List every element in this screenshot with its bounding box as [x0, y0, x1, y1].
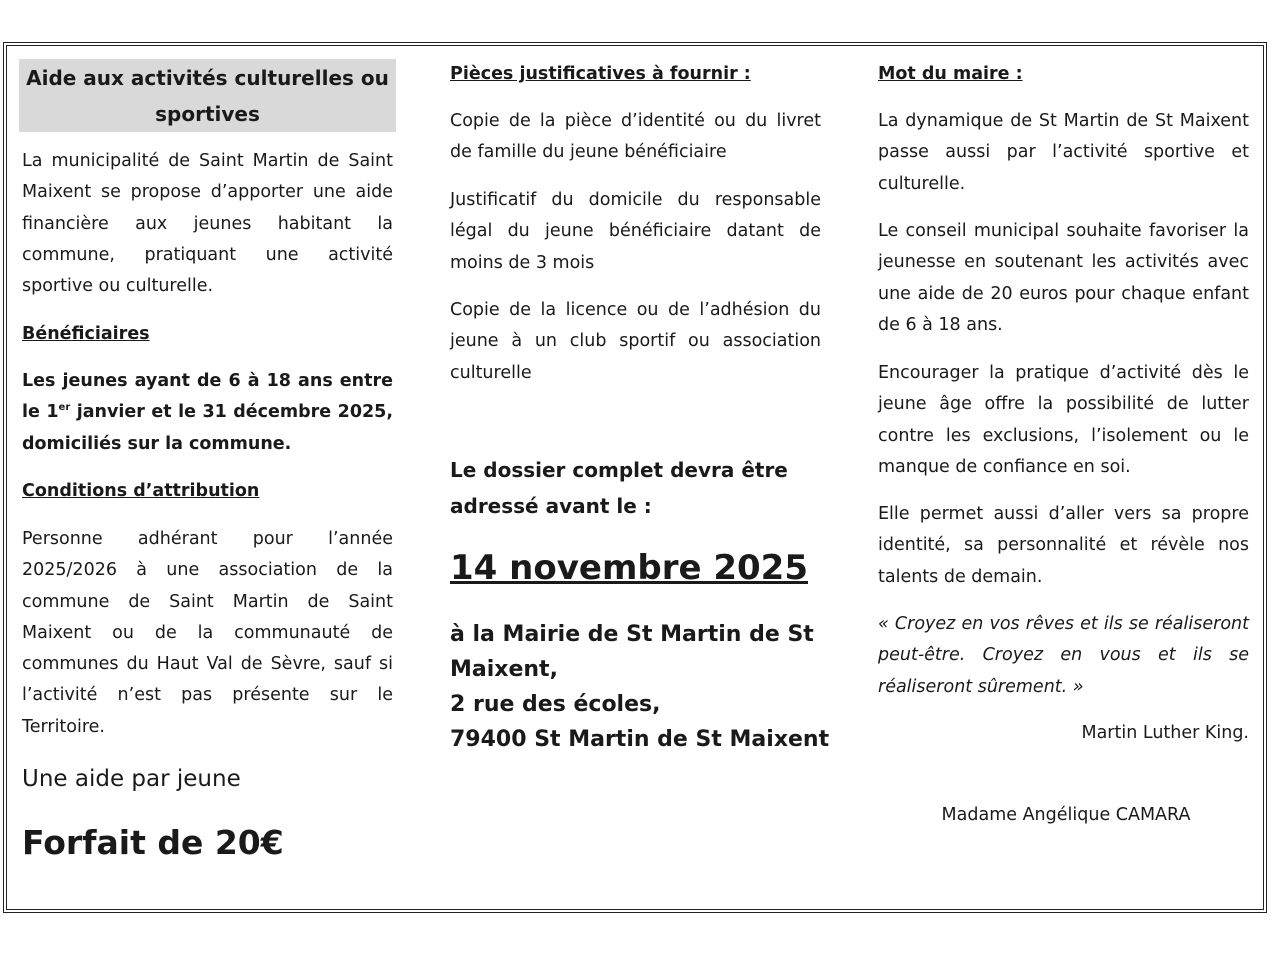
address-line4: 79400 St Martin de St Maixent	[450, 727, 830, 752]
conditions-title: Conditions d’attribution	[22, 481, 260, 501]
maire-paragraph-4: Elle permet aussi d’aller vers sa propre identité, sa personnalité et révèle nos talents de demain.	[878, 504, 1249, 587]
mayor-signature: Madame Angélique CAMARA	[941, 805, 1191, 825]
maire-paragraph-3: Encourager la pratique d’activité dès le jeune âge offre la possibilité de lutter contre les exclusions, l’isolement ou le manque de confiance en soi.	[878, 363, 1249, 477]
address-line2: Maixent,	[450, 657, 558, 682]
piece-identite: Copie de la pièce d’identité ou du livret de famille du jeune bénéficiaire	[450, 111, 821, 163]
dossier-line1: Le dossier complet devra être	[450, 458, 788, 482]
address-line1: à la Mairie de St Martin de St	[450, 622, 814, 647]
piece-licence: Copie de la licence ou de l’adhésion du jeune à un club sportif ou association culturelle	[450, 300, 821, 383]
pieces-title: Pièces justificatives à fournir :	[450, 64, 751, 84]
deadline-date: 14 novembre 2025	[450, 548, 808, 588]
mot-du-maire-title: Mot du maire :	[878, 64, 1023, 84]
address-line3: 2 rue des écoles,	[450, 692, 661, 717]
beneficiaires-title: Bénéficiaires	[22, 324, 150, 344]
section-heading-aide: Aide aux activités culturelles ou sportives	[19, 59, 396, 132]
maire-paragraph-2: Le conseil municipal souhaite favoriser la jeunesse en soutenant les activités avec une aide de 20 euros pour chaque enfant de 6 à 18 ans.	[878, 221, 1249, 335]
quote: « Croyez en vos rêves et ils se réaliseront peut-être. Croyez en vous et ils se réaliseront sûrement. »	[878, 614, 1249, 697]
quote-author: Martin Luther King.	[1081, 723, 1249, 743]
dossier-line2: adressé avant le :	[450, 494, 652, 518]
beneficiaires-paragraph	[22, 366, 393, 460]
maire-paragraph-1: La dynamique de St Martin de St Maixent passe aussi par l’activité sportive et culturelle.	[878, 111, 1249, 194]
beneficiaires-sup: er	[58, 402, 71, 414]
forfait-amount: Forfait de 20€	[22, 823, 284, 862]
piece-domicile: Justificatif du domicile du responsable légal du jeune bénéficiaire datant de moins de 3 mois	[450, 190, 821, 273]
beneficiaires-post: janvier et le 31 décembre 2025, domiciliés sur la commune.	[22, 402, 394, 454]
intro-paragraph: La municipalité de Saint Martin de Saint Maixent se propose d’apporter une aide financière aux jeunes habitant la commune, pratiquant une activité sportive ou culturelle.	[22, 151, 393, 297]
conditions-paragraph: Personne adhérant pour l’année 2025/2026 à une association de la commune de Saint Martin de Saint Maixent ou de la communauté de communes du Haut Val de Sèvre, sauf si l’activité n’est pas présente sur le Territoire.	[22, 529, 393, 737]
beneficiaires-pre: Les jeunes ayant de 6 à 18 ans entre le 1	[22, 371, 393, 423]
aide-label: Une aide par jeune	[22, 766, 241, 792]
